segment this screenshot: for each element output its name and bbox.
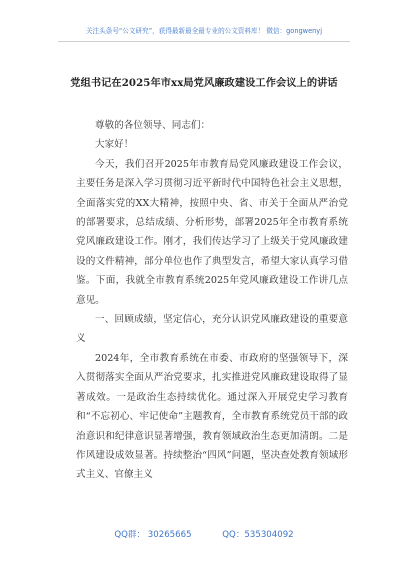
document-title: 党组书记在2025年市xx局党风廉政建设工作会议上的讲话 — [70, 77, 338, 89]
section-heading-1: 一、回顾成绩，坚定信心，充分认识党风廉政建设的重要意义 — [76, 314, 348, 345]
document-body — [76, 116, 348, 485]
footer-qq-group: QQ群： 30265665 — [114, 530, 192, 540]
header-notice — [58, 24, 350, 38]
header-divider — [58, 41, 350, 42]
intro-paragraph: 今天，我们召开2025年市教育局党风廉政建设工作会议，主要任务是深入学习贯彻习近平新时代中国特色社会主义思想，全面落实党的XX大精神，按照中央、省、市关于全面从严治党的部署要求，总结成绩、分析形势，部署2025年全市教育系统党风廉政建设工作。刚才，我们传达学习了上级关于党风廉政建设的文件精神，部分单位也作了典型发言，希望大家认真学习借鉴。下面，我就全市教育系统2025年党风廉政建设工作讲几点意见。 — [76, 158, 348, 306]
greeting: 大家好！ — [95, 139, 134, 151]
body-paragraph: 2024年，全市教育系统在市委、市政府的坚强领导下，深入贯彻落实全面从严治党要求，扎实推进党风廉政建设取得了显著成效。一是政治生态持续优化。通过深入开展党史学习教育和“不忘初心、牢记使命”主题教育，全市教育系统党员干部的政治意识和纪律意识显著增强，教育领域政治生态更加清朗。二是作风建设成效显著。持续整治“四风”问题，坚决查处教育领域形式主义、官僚主义 — [76, 352, 348, 481]
footer-contact — [0, 528, 408, 544]
footer-qq: QQ：535304092 — [222, 530, 294, 540]
salutation: 尊敬的各位领导、同志们： — [95, 120, 211, 131]
header-notice-text: 关注头条号“公文研究”，获得最新最全最专业的公文资料库！ 微信：gongwenyj — [85, 27, 323, 35]
